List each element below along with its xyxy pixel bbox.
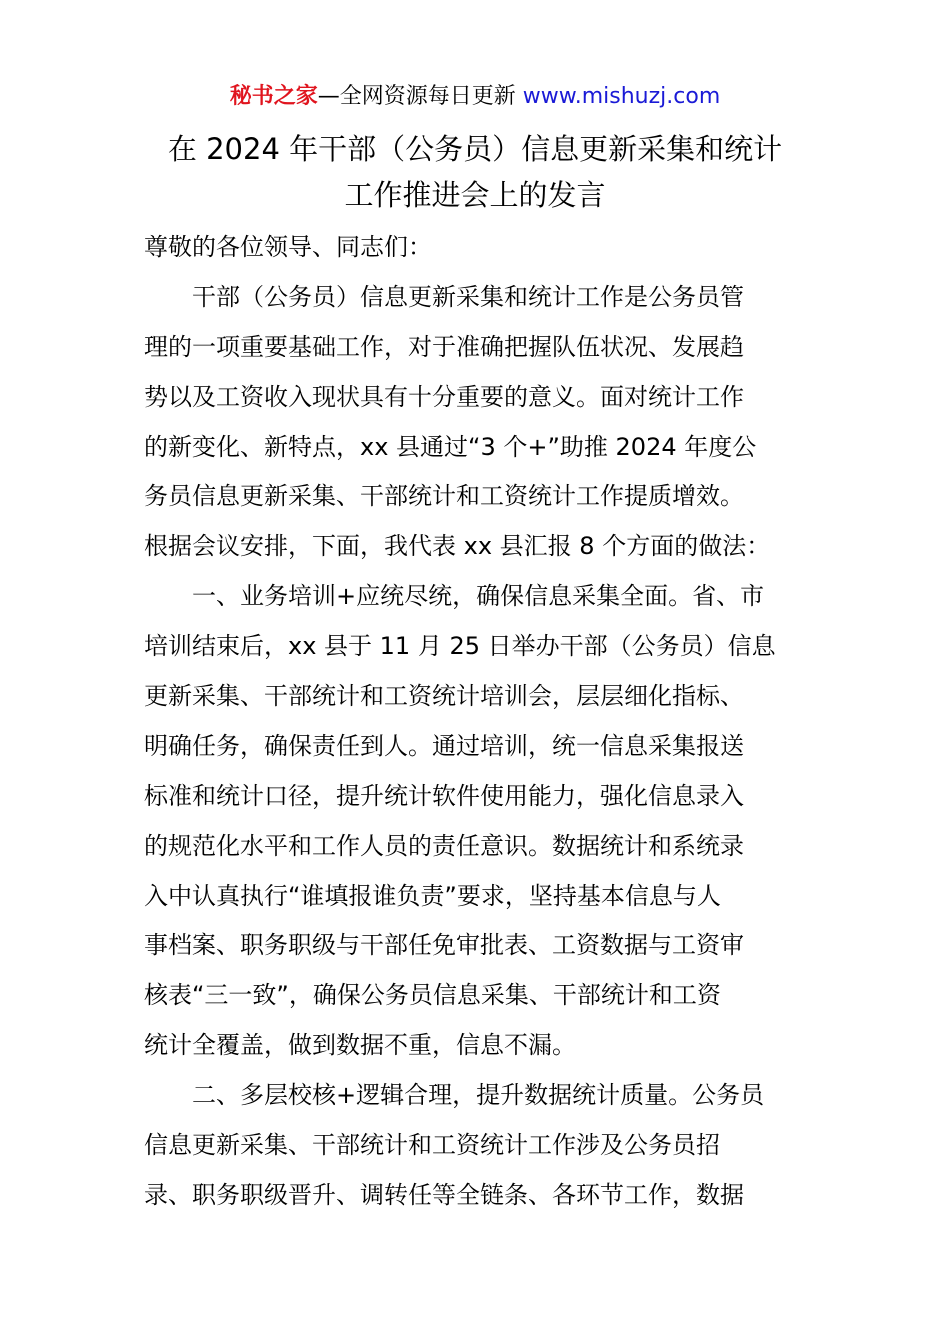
paragraph-line: 理的一项重要基础工作，对于准确把握队伍状况、发展趋: [144, 332, 744, 361]
site-url[interactable]: www.mishuzj.com: [522, 84, 721, 109]
section-heading-line: 二、多层校核+逻辑合理，提升数据统计质量。公务员: [192, 1081, 765, 1110]
paragraph-line: 培训结束后，xx 县于 11 月 25 日举办干部（公务员）信息: [144, 632, 776, 661]
paragraph-line: 明确任务，确保责任到人。通过培训，统一信息采集报送: [144, 731, 744, 760]
paragraph-line: 录、职务职级晋升、调转任等全链条、各环节工作，数据: [144, 1180, 744, 1209]
salutation: 尊敬的各位领导、同志们：: [144, 233, 432, 261]
paragraph-line: 势以及工资收入现状具有十分重要的意义。面对统计工作: [144, 382, 744, 411]
paragraph-line: 务员信息更新采集、干部统计和工资统计工作提质增效。: [144, 482, 744, 511]
brand-name: 秘书之家: [229, 84, 318, 109]
paragraph-line: 统计全覆盖，做到数据不重，信息不漏。: [144, 1031, 576, 1060]
paragraph-line: 标准和统计口径，提升统计软件使用能力，强化信息录入: [144, 781, 744, 810]
paragraph-line: 信息更新采集、干部统计和工资统计工作涉及公务员招: [144, 1131, 720, 1160]
document-body: [144, 223, 810, 1221]
paragraph-line: 核表“三一致”，确保公务员信息采集、干部统计和工资: [144, 981, 721, 1010]
paragraph-line: 事档案、职务职级与干部任免审批表、工资数据与工资审: [144, 931, 744, 960]
document-title: [120, 126, 830, 218]
paragraph-line: 的新变化、新特点，xx 县通过“3 个+”助推 2024 年度公: [144, 432, 757, 461]
site-tagline: —全网资源每日更新: [317, 84, 523, 109]
title-line-1: 在 2024 年干部（公务员）信息更新采集和统计: [167, 132, 783, 166]
paragraph-line: 更新采集、干部统计和工资统计培训会，层层细化指标、: [144, 682, 744, 711]
site-header: [0, 80, 950, 114]
title-line-2: 工作推进会上的发言: [344, 178, 606, 212]
section-heading-line: 一、业务培训+应统尽统，确保信息采集全面。省、市: [192, 582, 765, 611]
paragraph-line: 的规范化水平和工作人员的责任意识。数据统计和系统录: [144, 831, 744, 860]
paragraph-line: 根据会议安排，下面，我代表 xx 县汇报 8 个方面的做法：: [144, 532, 771, 561]
paragraph-line: 入中认真执行“谁填报谁负责”要求，坚持基本信息与人: [144, 881, 721, 910]
paragraph-line: 干部（公务员）信息更新采集和统计工作是公务员管: [192, 282, 744, 311]
